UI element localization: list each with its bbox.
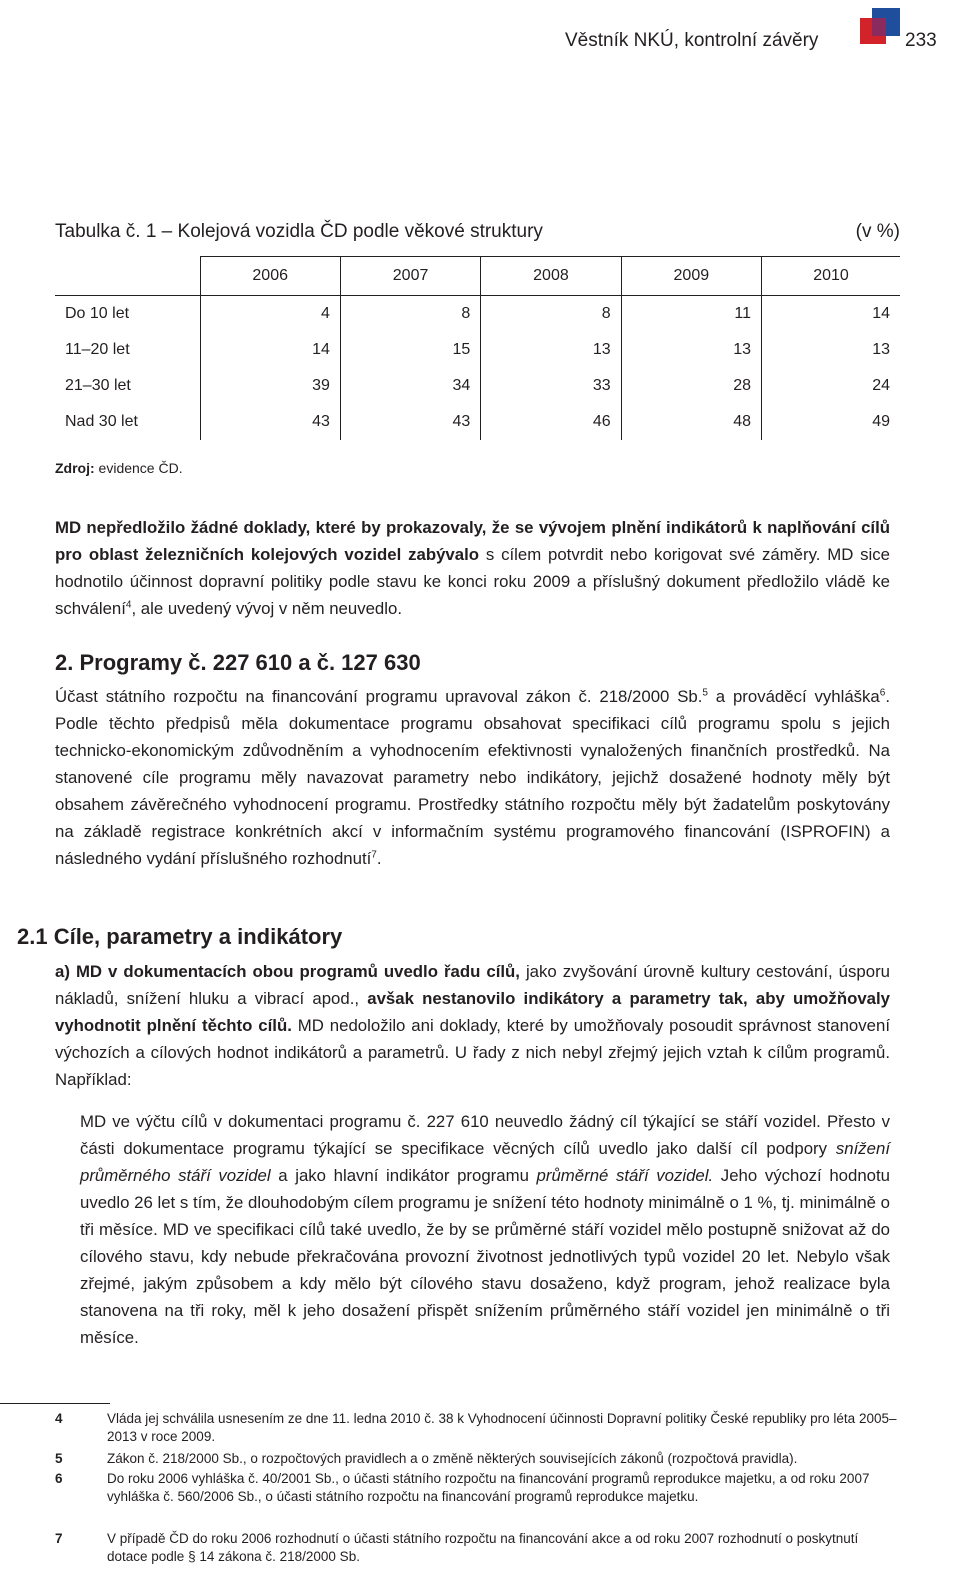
table-cell: 15 <box>340 332 480 368</box>
footnote-number: 5 <box>55 1451 63 1466</box>
footnote-ref: 5 <box>702 687 708 699</box>
table-caption <box>55 221 900 243</box>
column-header: 2010 <box>762 257 901 296</box>
table-cell: 8 <box>481 296 621 333</box>
running-header-title: Věstník NKÚ, kontrolní závěry <box>565 30 819 51</box>
table-row <box>55 404 900 440</box>
paragraph-text: a prováděcí vyhláška <box>707 687 880 706</box>
table-cell: 33 <box>481 368 621 404</box>
paragraph-bold: MD nepředložilo žádné doklady, které by prokazovaly, že se vývojem plnění indikátorů k naplňování cílů pro oblast železničních kolejových vozidel zabývalo <box>55 518 890 564</box>
paragraph-text: , ale uvedený vývoj v něm neuvedlo. <box>131 599 402 618</box>
paragraph-text: Jeho výchozí hodnotu uvedlo 26 let s tím, že dlouhodobým cílem programu je snížení této hodnoty minimálně o 1 %, tj. minimálně o tři měsíce. MD ve specifikaci cílů také uvedlo, že by se průměrné stáří vozidel mělo postupně snižovat až do cílového stavu, kdy nebude překračována provozní životnost jednotlivých typů vozidel 20 let. Nebylo však zřejmé, jakým způsobem a kdy mělo být cílového stavu dosaženo, když program, jehož realizace byla stanovena na tři roky, měl k jeho dosažení přispět snížením průměrného stáří vozidel jen minimálně o tři měsíce. <box>80 1166 890 1347</box>
footnote-ref: 7 <box>371 849 377 861</box>
table-cell: 14 <box>200 332 340 368</box>
table-cell: 11 <box>621 296 761 333</box>
table-cell: 4 <box>200 296 340 333</box>
paragraph-italic: snížení průměrného stáří vozidel <box>80 1139 890 1185</box>
footnote-divider <box>0 1403 110 1404</box>
column-header: 2007 <box>340 257 480 296</box>
row-label: Nad 30 let <box>65 413 138 430</box>
column-header: 2008 <box>481 257 621 296</box>
nku-logo-icon <box>860 8 900 48</box>
paragraph-example <box>80 1108 890 1351</box>
paragraph-bold: a) MD v dokumentacích obou programů uvedlo řadu cílů, <box>55 962 520 981</box>
section-heading-2: 2. Programy č. 227 610 a č. 127 630 <box>55 650 421 675</box>
paragraph-text: . Podle těchto předpisů měla dokumentace programu obsahovat specifikaci cílů programu spolu s jejich technicko-ekonomickým zdůvodněním a vyhodnocením efektivnosti vynaložených finančních prostředků. Na stanovené cíle programu měly navazovat parametry nebo indikátory, jejichž dosažené hodnoty měly být obsahem závěrečného vyhodnocení programu. Prostředky státního rozpočtu měly být žadatelům poskytovány na základě registrace konkrétních akcí v informačním systému programového financování (ISPROFIN) a následného vydání příslušného rozhodnutí <box>55 687 891 868</box>
table-cell: 49 <box>762 404 901 440</box>
column-header: 2009 <box>621 257 761 296</box>
footnote-number: 6 <box>55 1471 63 1486</box>
age-structure-table <box>55 256 900 440</box>
paragraph-text: a jako hlavní indikátor programu <box>270 1166 537 1185</box>
footnote-text: Do roku 2006 vyhláška č. 40/2001 Sb., o účasti státního rozpočtu na financování programů reprodukce majetku, a od roku 2007 vyhláška č. 560/2006 Sb., o účasti státního rozpočtu na financování programů reprodukce majetku. <box>107 1471 870 1504</box>
table-corner <box>55 257 200 296</box>
table-cell: 14 <box>762 296 901 333</box>
table-source <box>55 460 183 476</box>
row-label: 21–30 let <box>65 377 131 394</box>
table-cell: 13 <box>621 332 761 368</box>
paragraph-text: jako zvyšování úrovně kultury cestování, úsporu nákladů, snížení hluku a vibrací apod., <box>55 962 890 1008</box>
table-cell: 43 <box>340 404 480 440</box>
paragraph-section-2-1 <box>55 958 890 1093</box>
source-text: evidence ČD. <box>98 460 183 476</box>
row-label: Do 10 let <box>55 296 200 333</box>
column-header: 2006 <box>200 257 340 296</box>
table-row <box>55 332 900 368</box>
paragraph-text: MD nedoložilo ani doklady, které by umožňovaly posoudit správnost stanovení výchozích a cílových hodnot indikátorů a parametrů. U řady z nich nebyl zřejmý jejich vztah k cílům programů. Například: <box>55 1016 890 1089</box>
paragraph-text: Účast státního rozpočtu na financování programu upravoval zákon č. 218/2000 Sb. <box>55 687 703 706</box>
table-cell: 28 <box>621 368 761 404</box>
footnote-number: 4 <box>55 1411 63 1426</box>
paragraph-italic: průměrné stáří vozidel. <box>536 1166 714 1185</box>
table-cell: 13 <box>481 332 621 368</box>
paragraph-text: . <box>376 849 382 868</box>
table-row <box>55 368 900 404</box>
table-cell: 43 <box>200 404 340 440</box>
table-cell: 39 <box>200 368 340 404</box>
table-cell: 48 <box>621 404 761 440</box>
footnote-ref: 6 <box>879 687 886 699</box>
footnote-text: Vláda jej schválila usnesením ze dne 11. ledna 2010 č. 38 k Vyhodnocení účinnosti Dopravní politiky České republiky pro léta 2005–2013 v roce 2009. <box>107 1411 897 1444</box>
footnote-ref: 4 <box>125 599 132 611</box>
table-cell: 24 <box>762 368 901 404</box>
table-cell: 34 <box>340 368 480 404</box>
table-cell: 13 <box>762 332 901 368</box>
footnote-number: 7 <box>55 1531 63 1546</box>
table-cell: 8 <box>340 296 480 333</box>
section-heading-2-1: 2.1 Cíle, parametry a indikátory <box>17 924 343 949</box>
footnote-text: Zákon č. 218/2000 Sb., o rozpočtových pravidlech a o změně některých souvisejících zákonů (rozpočtová pravidla). <box>107 1451 798 1466</box>
table-caption-text: Tabulka č. 1 – Kolejová vozidla ČD podle věkové struktury <box>55 221 543 242</box>
footnote-text: V případě ČD do roku 2006 rozhodnutí o účasti státního rozpočtu na financování akce a od roku 2007 rozhodnutí o poskytnutí dotace podle § 14 zákona č. 218/2000 Sb. <box>107 1531 859 1564</box>
row-label: 11–20 let <box>65 341 130 358</box>
page-number: 233 <box>905 30 937 51</box>
paragraph-text: s cílem potvrdit nebo korigovat své záměry. MD sice hodnotilo účinnost dopravní politiky podle stavu ke konci roku 2009 a příslušný dokument předložilo vládě ke schválení <box>55 545 890 618</box>
table-row <box>55 296 900 333</box>
table-unit: (v %) <box>855 221 900 242</box>
paragraph-md-indicators <box>55 514 890 622</box>
source-label: Zdroj: <box>55 460 95 476</box>
table-header-row <box>55 257 900 296</box>
table-cell: 46 <box>481 404 621 440</box>
paragraph-bold: avšak nestanovilo indikátory a parametry tak, aby umožňovaly vyhodnotit plnění těchto cílů. <box>55 989 890 1035</box>
paragraph-section-2 <box>55 683 890 872</box>
paragraph-text: MD ve výčtu cílů v dokumentaci programu č. 227 610 neuvedlo žádný cíl týkající se stáří vozidel. Přesto v části dokumentace programu týkající se specifikace věcných cílů uvedlo jako další cíl podpory <box>80 1112 890 1158</box>
